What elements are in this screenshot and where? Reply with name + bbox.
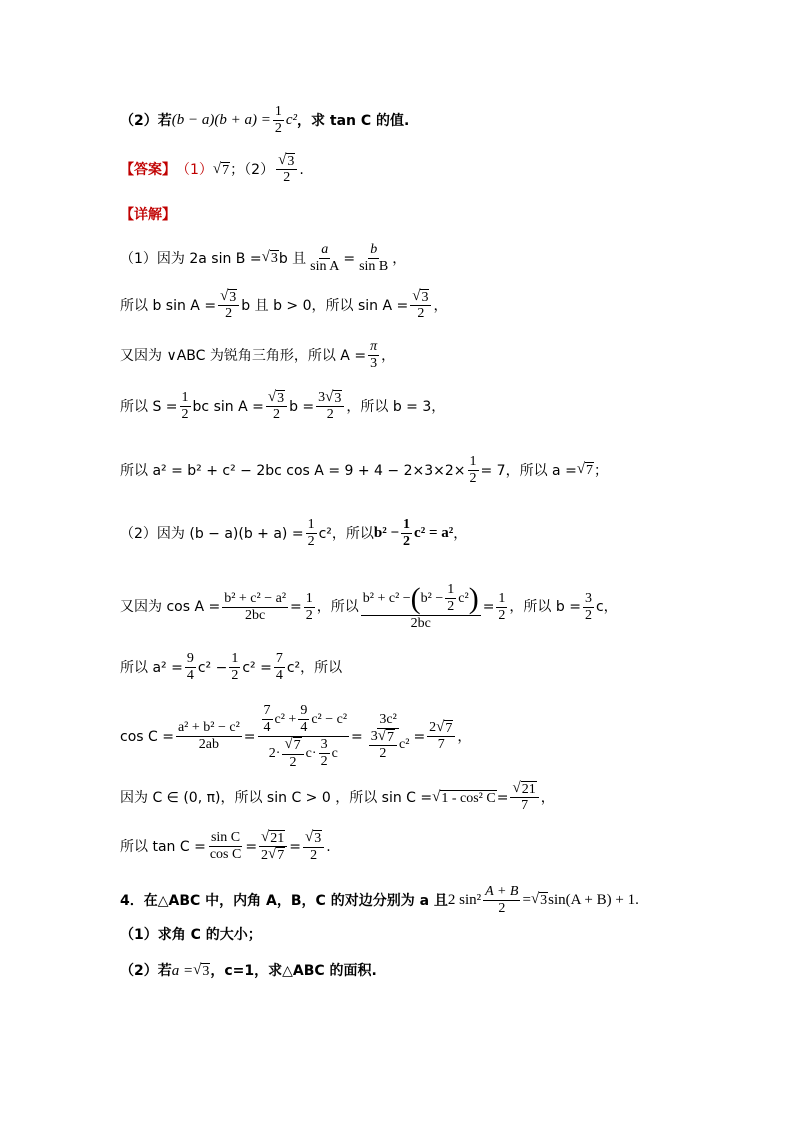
fraction: 3c² 3 √ 7 2 c² (370, 711, 410, 762)
fraction: $\frac{1}{2}$ (231, 651, 239, 684)
fraction: $\frac{a}{\text{sin A}}$ (310, 242, 340, 275)
solution-line-5: 所以 a² = b² + c² − 2bc cos A = 9 + 4 − 2×3×2× $\frac{1}{2}$ = 7，所以 a = √ 7 ； (120, 454, 609, 487)
solution-line-9: cos C = $\frac{\text{a² + b² − c²}}{2ab}$ = 7 4 c² + $\frac{9}{4}$ c² − c² 2· √ 7 2 c· 3 2 c = 3c² 3 √ 7 2 c² = 2 √ 7 7 ， (120, 703, 472, 770)
fraction: $\frac{9}{4}$ (186, 651, 194, 684)
fraction: √ 21 7 (510, 781, 538, 814)
solution-line-3: 又因为 ∨ABC 为锐角三角形，所以 A = $\frac{\pi}{3}$ ， (120, 339, 396, 372)
sqrt: √ 7 (212, 160, 230, 178)
fraction: $\frac{A + B}{2}$ (485, 884, 519, 917)
fraction: √ 3 2 (266, 390, 287, 423)
sqrt: √ 3 (261, 249, 278, 267)
part2-question: （2）若 (b − a)(b + a) = $\frac{1}{2}$ c² ，求 tan C 的值. (120, 104, 410, 137)
question-4: 4．在△ABC 中，内角 A，B，C 的对边分别为 a 且 2 sin² $\frac{A + B}{2}$ = √ 3 sin(A + B) + 1. (120, 884, 639, 917)
fraction: $\frac{\text{a² + b² − c²}}{2ab}$ (177, 720, 240, 753)
solution-line-2: 所以 b sin A = √ 3 2 b 且 b > 0，所以 sin A = √ 3 2 ， (120, 288, 448, 322)
fraction: $\frac{1}{2}$ (274, 104, 282, 137)
solution-line-11: 所以 tan C = $\frac{\text{sin C}}{\text{cos C}}$ = √ 21 2 √ 7 = √ 3 2 . (120, 829, 331, 864)
solution-line-4: 所以 S = $\frac{1}{2}$ bc sin A = √ 3 2 b = 3 √ 3 2 ，所以 b = 3， (120, 389, 446, 423)
solution-line-10: 因为 C ∈ (0, π)，所以 sin C > 0 ，所以 sin C = √ 1 - cos² C = √ 21 7 ， (120, 780, 555, 814)
fraction: √ 3 2 (410, 289, 431, 322)
fraction: $\frac{1}{2}$ (403, 517, 411, 550)
fraction: √ 3 2 (276, 153, 297, 186)
solution-line-7: 又因为 cos A = $\frac{\text{b² + c² − a²}}{2bc}$ = $\frac{1}{2}$ ，所以 b² + c² − ( b² − $\frac{1}{2}$ c² ) 2bc = $\frac{1}{2}$ ，所以 b = $\frac{3}{2}$ c， (120, 581, 618, 632)
answer-label: 【答案】 (120, 161, 176, 178)
fraction: √ 3 2 (218, 289, 239, 322)
fraction: $\frac{7}{4}$ (275, 651, 283, 684)
solution-line-1: （1）因为 2a sin B = √ 3 b 且 $\frac{a}{\text{sin A}}$ = $\frac{b}{\text{sin B}}$ ， (120, 242, 407, 275)
answer-line: 【答案】 （1） √ 7 ；（2） √ 3 2 . (120, 152, 304, 186)
fraction: $\frac{\text{b² + c² − a²}}{2bc}$ (224, 590, 287, 623)
big-fraction: b² + c² − ( b² − $\frac{1}{2}$ c² ) 2bc (362, 581, 479, 632)
detail-label: 【详解】 (120, 207, 176, 223)
fraction: $\frac{1}{2}$ (307, 517, 315, 550)
solution-line-6: （2）因为 (b − a)(b + a) = $\frac{1}{2}$ c²，所以 b² − $\frac{1}{2}$ c² = a² ， (120, 517, 468, 550)
fraction: √ 21 2 √ 7 (259, 830, 287, 864)
fraction: $\frac{3}{2}$ (584, 590, 592, 623)
sqrt: √ 7 (576, 461, 594, 479)
detail-label-line (120, 208, 176, 222)
question-4-part-2: （2）若 a = √ 3 ，c=1，求△ABC 的面积. (120, 962, 377, 980)
fraction: $\frac{1}{2}$ (305, 590, 313, 623)
fraction: 3 √ 3 2 (316, 390, 344, 423)
compound-fraction: 7 4 c² + $\frac{9}{4}$ c² − c² 2· √ 7 2 c· 3 2 c (258, 703, 350, 771)
fraction: √ 3 2 (303, 830, 324, 863)
fraction: $\frac{1}{2}$ (498, 590, 506, 623)
fraction: $\frac{\pi}{3}$ (370, 339, 378, 372)
fraction: $\frac{1}{2}$ (181, 390, 189, 423)
question-4-part-1: （1）求角 C 的大小； (120, 927, 262, 943)
sqrt: √ 3 (530, 891, 548, 909)
sqrt: √ 3 (193, 962, 210, 979)
solution-line-8: 所以 a² = $\frac{9}{4}$ c² − $\frac{1}{2}$ c² = $\frac{7}{4}$ c²，所以 (120, 651, 343, 684)
fraction: $\frac{1}{2}$ (469, 454, 477, 487)
fraction: $\frac{b}{\text{sin B}}$ (359, 242, 389, 275)
fraction: 2 √ 7 7 (427, 720, 455, 753)
fraction: $\frac{\text{sin C}}{\text{cos C}}$ (209, 830, 242, 863)
sqrt: √ 1 - cos² C (432, 788, 496, 806)
